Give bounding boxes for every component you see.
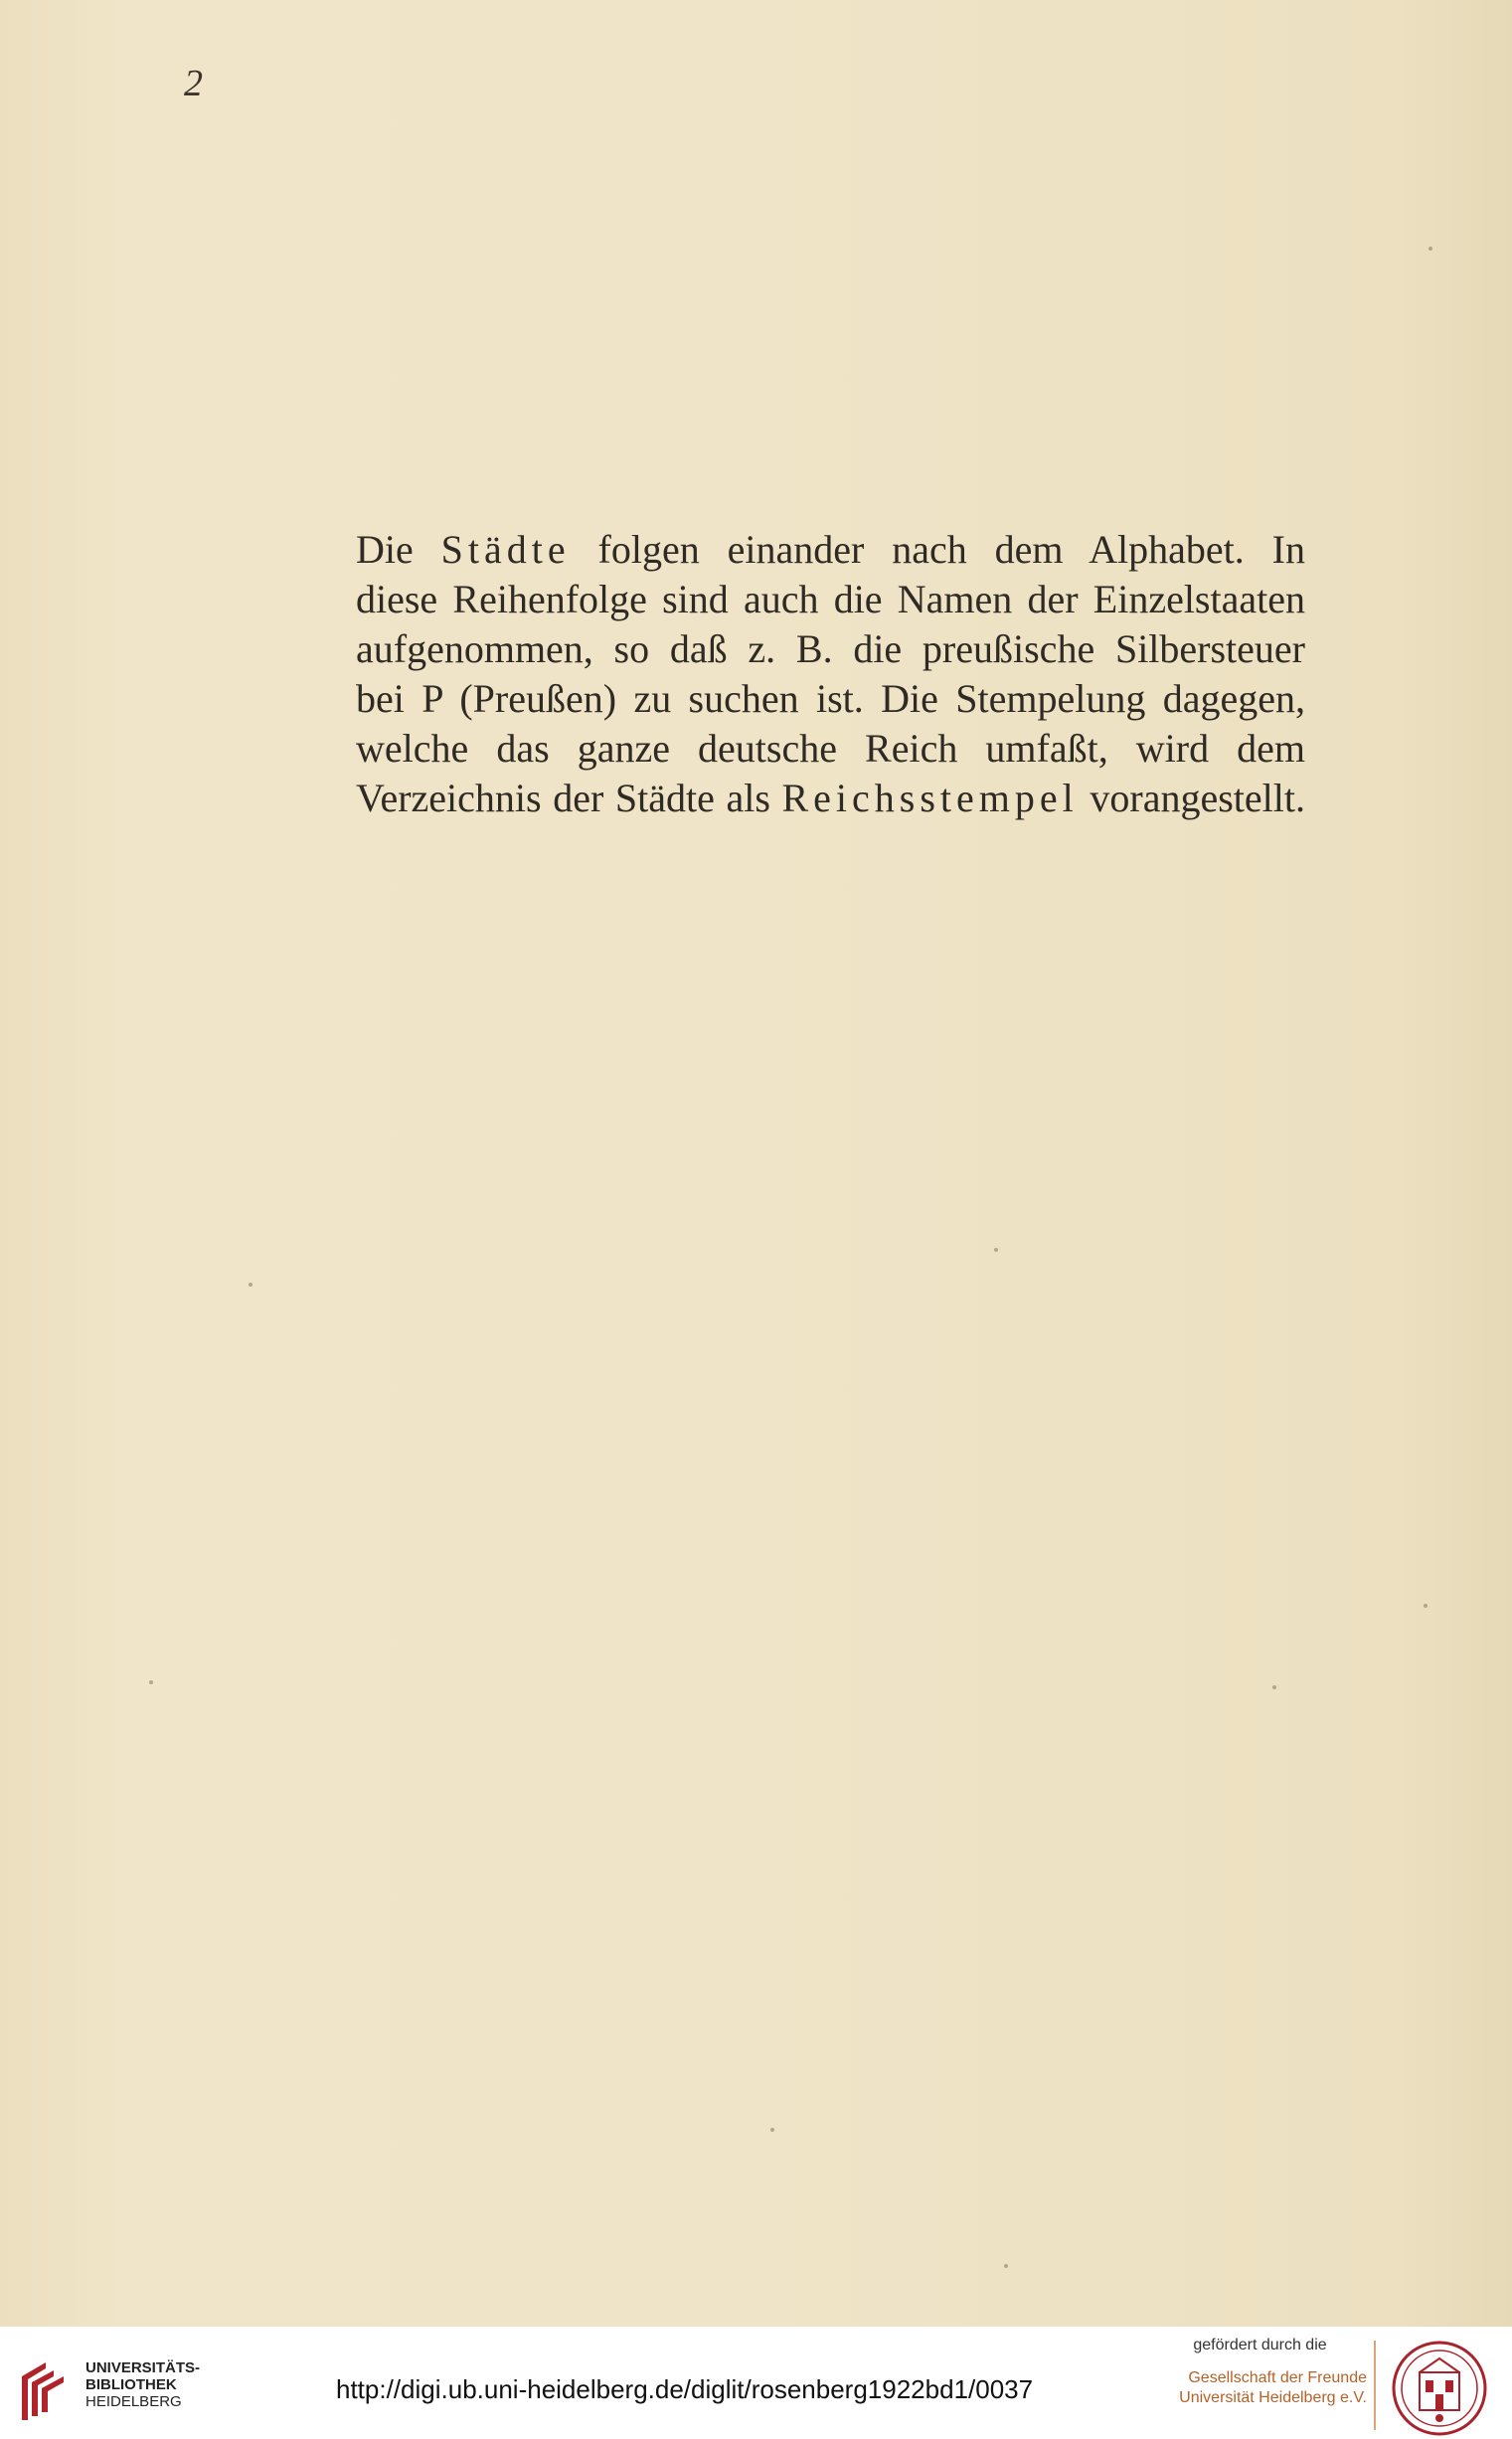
text-run: aufgenommen, so daß z. B. die preußische Silbersteuer bbox=[356, 626, 1305, 671]
university-seal-icon bbox=[1390, 2339, 1489, 2438]
text-run: Verzeichnis der Städte als bbox=[356, 776, 782, 820]
text-line bbox=[356, 724, 1305, 774]
footer-bar bbox=[0, 2327, 1512, 2439]
emphasized-word: Reichsstempel bbox=[781, 776, 1079, 820]
page-number: 2 bbox=[184, 63, 203, 104]
library-name bbox=[85, 2359, 200, 2410]
sponsor-name-line1: Gesellschaft der Freunde bbox=[1188, 2369, 1367, 2386]
text-line bbox=[356, 774, 1305, 823]
text-line bbox=[356, 575, 1305, 624]
scan-speck bbox=[1272, 1685, 1276, 1689]
text-run: welche das ganze deutsche Reich umfaßt, wird dem bbox=[356, 726, 1305, 771]
sponsor-name-line2: Universität Heidelberg e.V. bbox=[1179, 2389, 1367, 2406]
scan-speck bbox=[249, 1283, 252, 1287]
text-line bbox=[356, 525, 1305, 575]
permalink-url[interactable]: http://digi.ub.uni-heidelberg.de/diglit/rosenberg1922bd1/0037 bbox=[336, 2374, 1034, 2404]
scan-speck bbox=[1004, 2264, 1008, 2268]
text-run: Die bbox=[356, 527, 441, 572]
emphasized-word: Städte bbox=[440, 527, 571, 572]
footer-divider bbox=[1374, 2341, 1376, 2430]
text-run: folgen einander nach dem Alphabet. In bbox=[570, 527, 1305, 572]
ub-logo-icon bbox=[16, 2356, 76, 2426]
text-run: bei P (Preußen) zu suchen ist. Die Stempelung dagegen, bbox=[356, 676, 1305, 721]
library-name-line2: BIBLIOTHEK bbox=[85, 2376, 177, 2393]
scan-speck bbox=[994, 1248, 998, 1252]
scan-speck bbox=[1424, 1604, 1428, 1608]
scan-speck bbox=[149, 1680, 153, 1684]
scan-speck bbox=[770, 2128, 774, 2132]
scan-speck bbox=[1428, 247, 1432, 251]
library-name-line1: UNIVERSITÄTS- bbox=[85, 2359, 201, 2376]
library-name-line3: HEIDELBERG bbox=[85, 2393, 182, 2410]
text-line bbox=[356, 624, 1305, 674]
body-paragraph bbox=[356, 525, 1305, 823]
text-line bbox=[356, 674, 1305, 724]
text-run: diese Reihenfolge sind auch die Namen der Einzelstaaten bbox=[356, 577, 1305, 621]
sponsor-block bbox=[1153, 2337, 1367, 2408]
text-run: vorangestellt. bbox=[1078, 776, 1305, 820]
sponsor-label: gefördert durch die bbox=[1193, 2337, 1327, 2353]
